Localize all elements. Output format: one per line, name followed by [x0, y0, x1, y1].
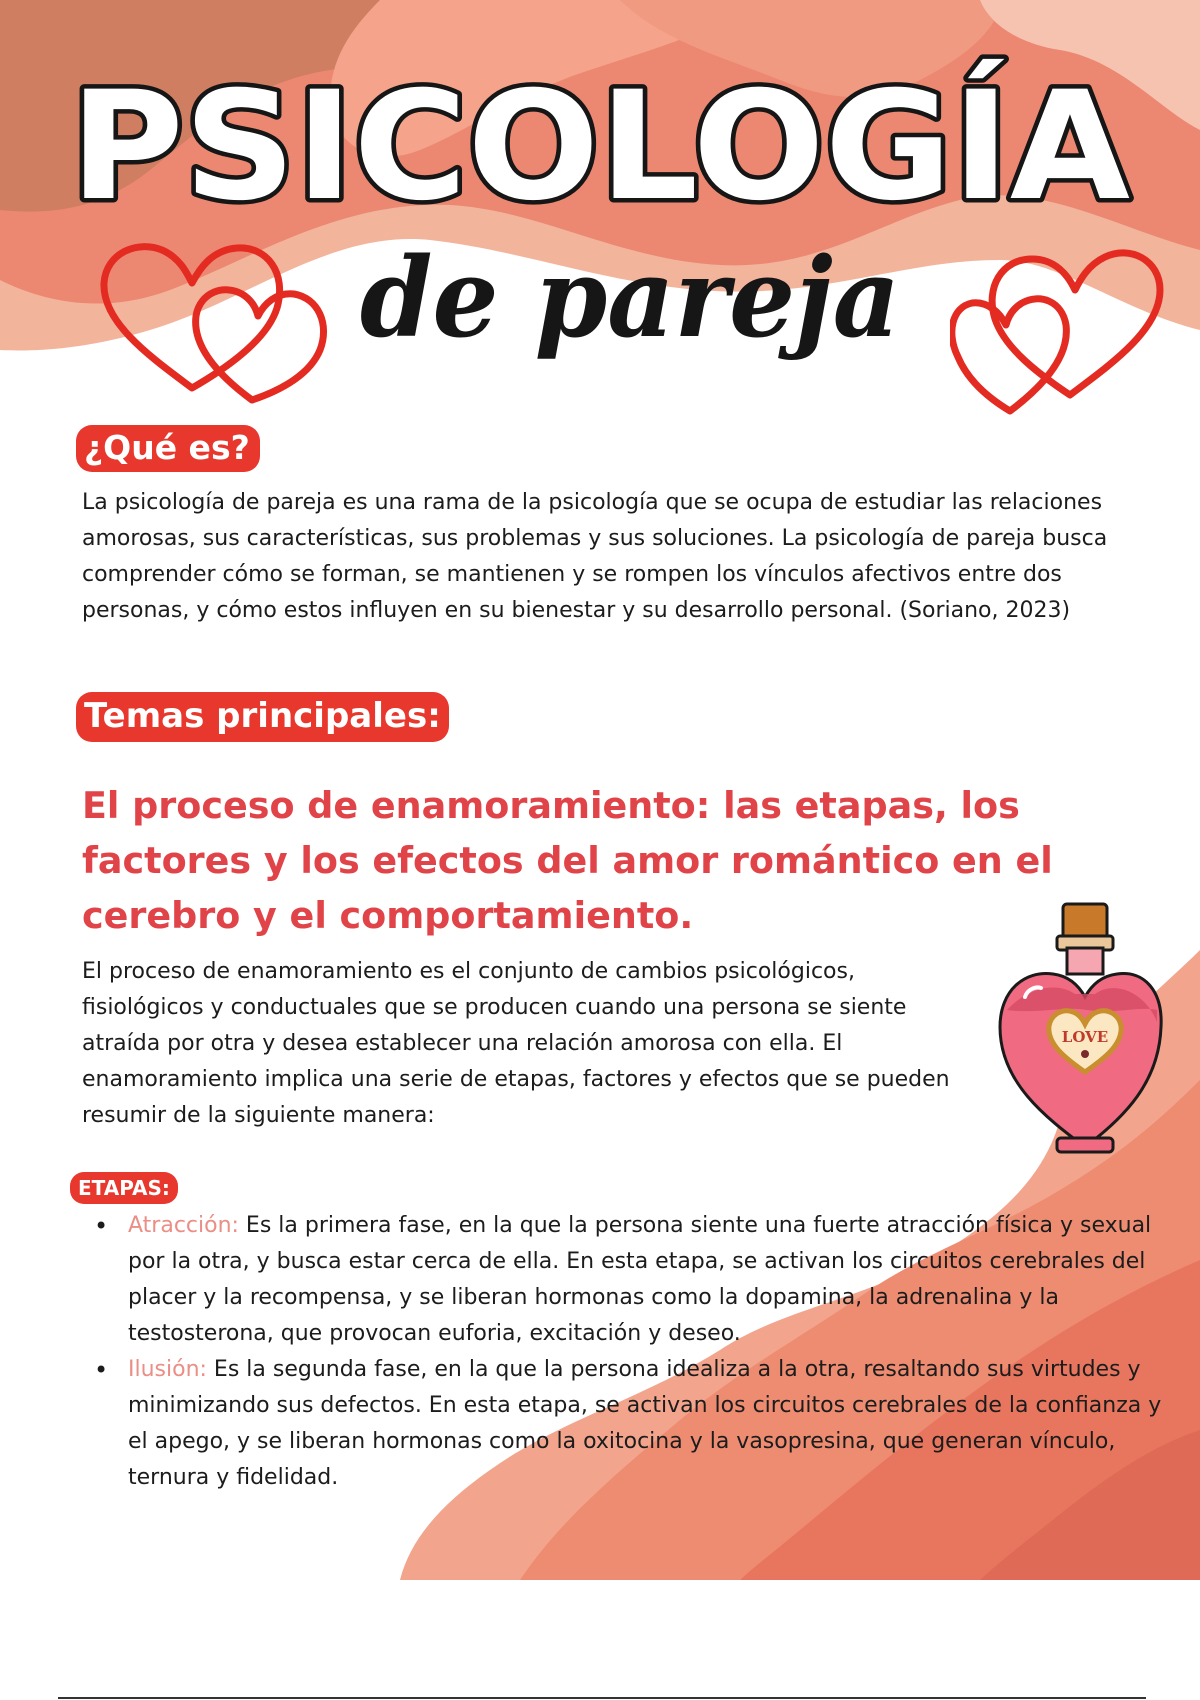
- page-title-text: PSICOLOGÍA: [70, 60, 1095, 234]
- heart-outline-icon: [950, 235, 1190, 415]
- page-title: [0, 48, 1200, 248]
- process-paragraph: El proceso de enamoramiento es el conjunto de cambios psicológicos, fisiológicos y conductuales que se producen cuando una persona se siente atraída por otra y desea establecer una relación amorosa con ella. El enamoramiento implica una serie de etapas, factores y efectos que se pueden resumir de la siguiente manera:: [82, 959, 950, 1128]
- heart-outline-icon: [92, 228, 342, 408]
- stage-term: Ilusión:: [128, 1357, 207, 1382]
- list-item: [82, 1208, 1182, 1352]
- what-is-paragraph: La psicología de pareja es una rama de la psicología que se ocupa de estudiar las relaciones amorosas, sus características, sus problemas y sus soluciones. La psicología de pareja busca comprender cómo se forman, se mantienen y se rompen los vínculos afectivos entre dos personas, y cómo estos influyen en su bienestar y su desarrollo personal. (Soriano, 2023): [82, 490, 1108, 623]
- bottle-label: LOVE: [1061, 1028, 1109, 1046]
- stage-term: Atracción:: [128, 1213, 239, 1238]
- topic-heading: El proceso de enamoramiento: las etapas, los factores y los efectos del amor romántico en el cerebro y el comportamiento.: [82, 784, 1053, 937]
- footer-divider: [58, 1697, 1146, 1699]
- love-potion-bottle-icon: [995, 902, 1165, 1160]
- section-label-what-is: ¿Qué es?: [76, 425, 260, 472]
- list-item: [82, 1352, 1182, 1496]
- stage-text: Es la primera fase, en la que la persona siente una fuerte atracción física y sexual por la otra, y busca estar cerca de ella. En esta etapa, se activan los circuitos cerebrales del placer y la recompensa, y se liberan hormonas como la dopamina, la adrenalina y la testosterona, que provocan euforia, excitación y deseo.: [128, 1213, 1152, 1346]
- stage-text: Es la segunda fase, en la que la persona idealiza a la otra, resaltando sus virtudes y minimizando sus defectos. En esta etapa, se activan los circuitos cerebrales de la confianza y el apego, y se liberan hormonas como la oxitocina y la vasopresina, que generan vínculo, ternura y fidelidad.: [128, 1357, 1162, 1490]
- section-label-stages: ETAPAS:: [70, 1172, 178, 1204]
- page-subtitle-text: de pareja: [360, 236, 900, 362]
- stages-list: [82, 1208, 1182, 1496]
- page-subtitle: [340, 236, 920, 386]
- section-label-topics: Temas principales:: [76, 692, 449, 742]
